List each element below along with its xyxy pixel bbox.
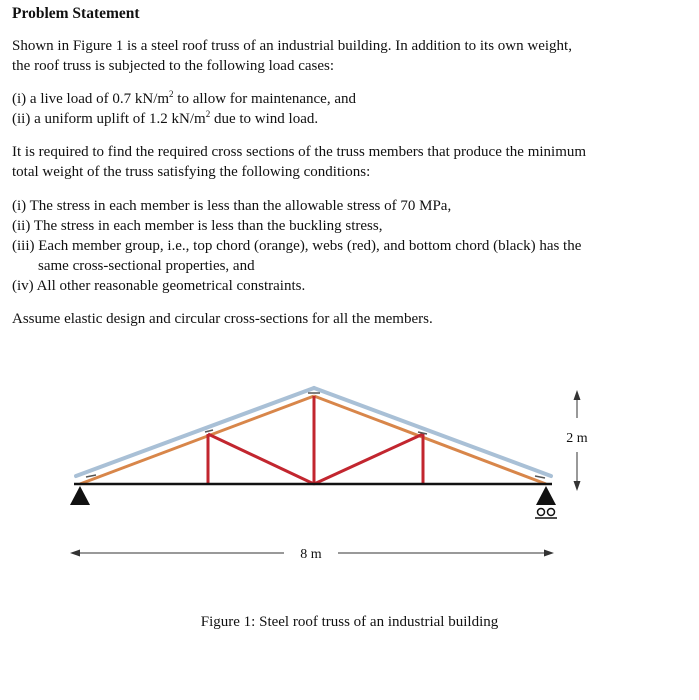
load-case-1: (i) a live load of 0.7 $kN/m^2$ to allow for maintenance, and [12, 89, 356, 107]
pin-support-icon [70, 486, 90, 505]
page-title: Problem Statement [12, 5, 140, 22]
roof-sheet-right [314, 388, 551, 476]
top-chord-right [314, 396, 546, 484]
condition-3-continued: same cross-sectional properties, and [38, 258, 255, 274]
roof-sheet-left [76, 388, 314, 476]
condition-1: (i) The stress in each member is less than the allowable stress of 70 MPa, [12, 198, 452, 214]
roller-support-icon [536, 486, 556, 505]
roller-wheels-icon [538, 509, 555, 516]
condition-2: (ii) The stress in each member is less than the buckling stress, [12, 218, 383, 234]
condition-3: (iii) Each member group, i.e., top chord (orange), webs (red), and bottom chord (black) has the [12, 238, 582, 254]
load-case-2: (ii) a uniform uplift of 1.2 $kN/m^2$ due to wind load. [12, 109, 319, 127]
condition-4: (iv) All other reasonable geometrical constraints. [12, 278, 306, 294]
web-left-diagonal [208, 434, 314, 484]
height-label: 2 m [566, 431, 588, 446]
requirement-line-2: total weight of the truss satisfying the following conditions: [12, 164, 371, 180]
assumption-text: Assume elastic design and circular cross-sections for all the members. [12, 311, 433, 327]
figure-caption: Figure 1: Steel roof truss of an industrial building [200, 614, 499, 630]
truss-figure [0, 370, 699, 620]
requirement-line-1: It is required to find the required cross sections of the truss members that produce the minimum [12, 144, 587, 160]
intro-line-2: the roof truss is subjected to the following load cases: [12, 58, 335, 74]
intro-line-1: Shown in Figure 1 is a steel roof truss of an industrial building. In addition to its own weight, [12, 38, 572, 54]
span-label: 8 m [300, 547, 322, 562]
web-right-diagonal [314, 434, 423, 484]
top-chord-left [80, 396, 314, 484]
